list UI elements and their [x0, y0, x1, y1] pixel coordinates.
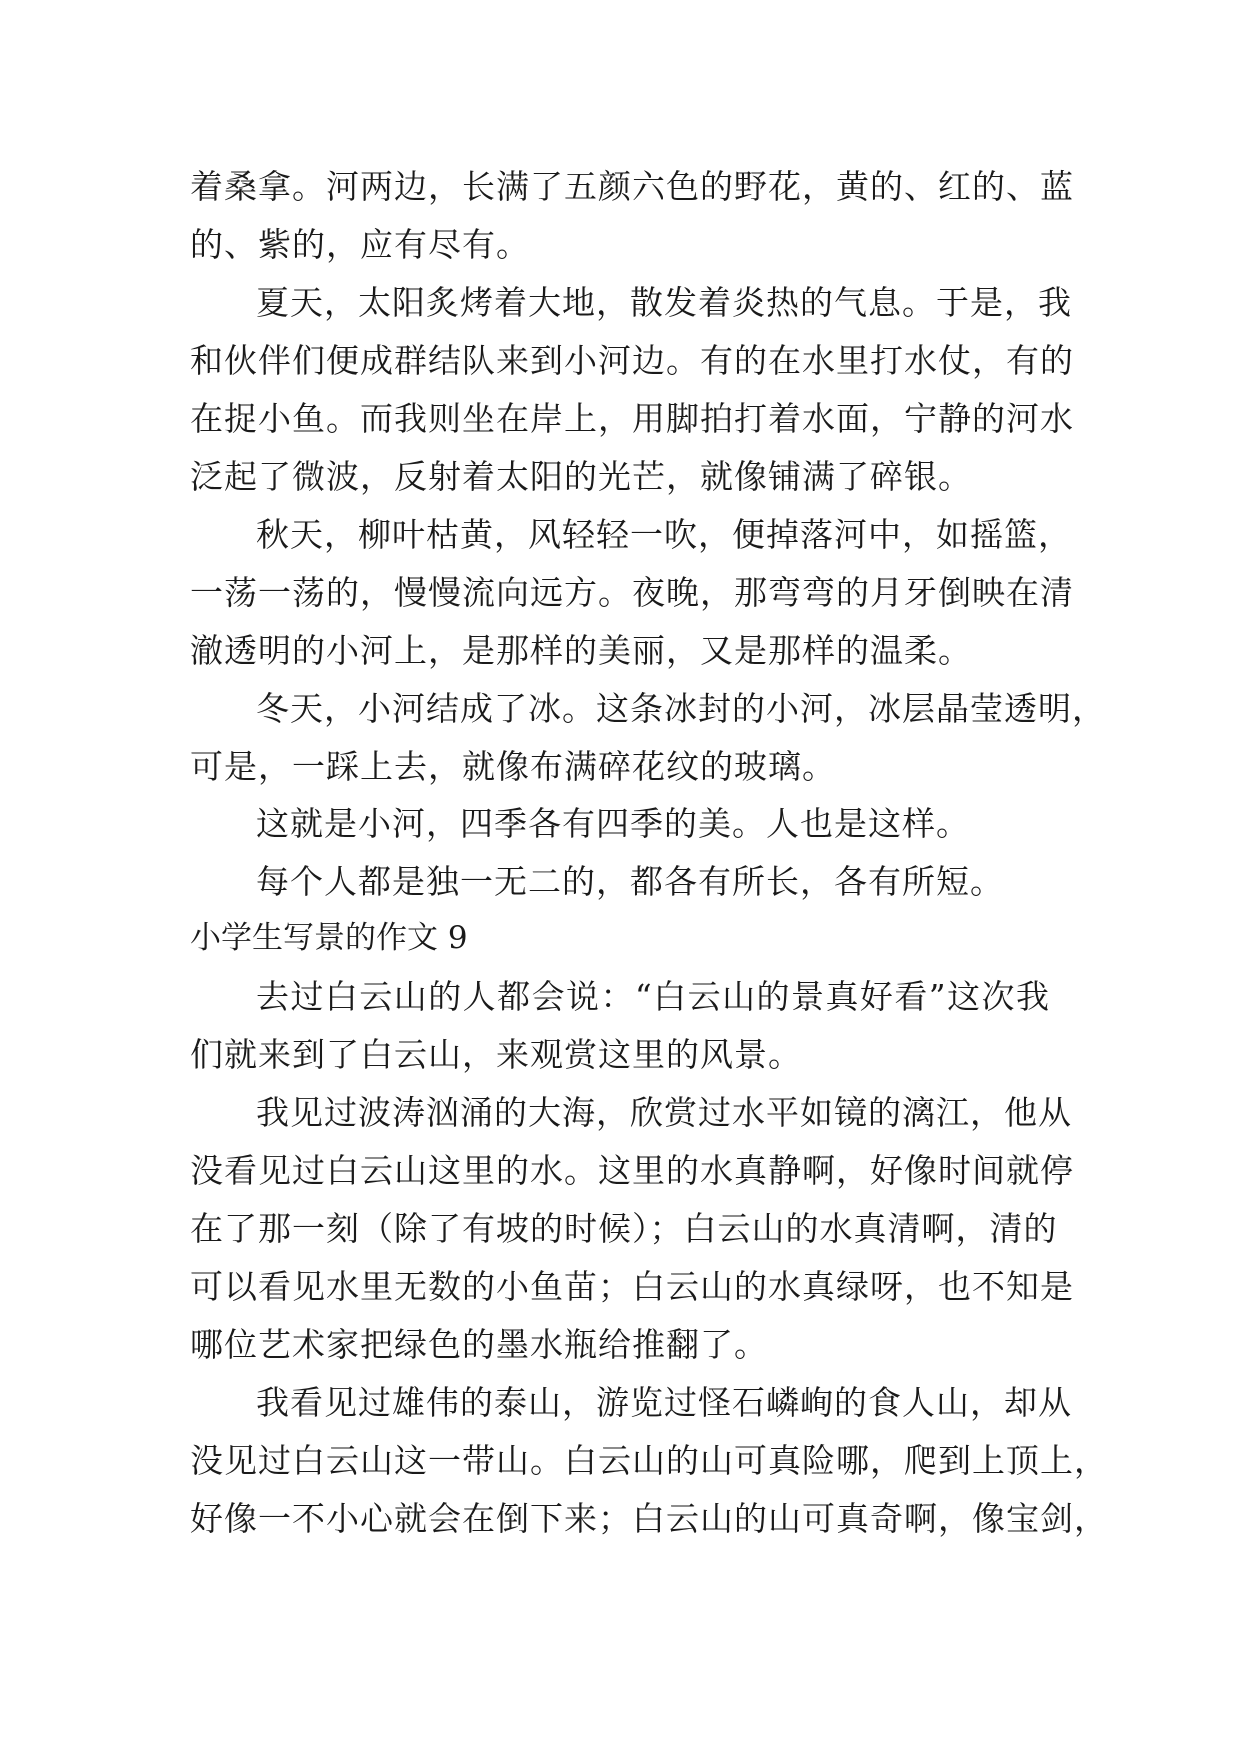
text-line: 澈透明的小河上，是那样的美丽，又是那样的温柔。: [190, 631, 972, 670]
essay-heading: 小学生写景的作文 9: [190, 920, 468, 956]
text-line: 可以看见水里无数的小鱼苗；白云山的水真绿呀，也不知是: [190, 1267, 1074, 1306]
text-line: 在捉小鱼。而我则坐在岸上，用脚拍打着水面，宁静的河水: [190, 399, 1074, 438]
paragraph-baiyun-mountain: 我看见过雄伟的泰山，游览过怪石嶙峋的食人山，却从: [256, 1383, 1072, 1422]
paragraph-baiyun-intro: 去过白云山的人都会说：“白云山的景真好看”这次我: [256, 977, 1050, 1016]
text-line: 哪位艺术家把绿色的墨水瓶给推翻了。: [190, 1325, 768, 1364]
paragraph-winter-start: 冬天，小河结成了冰。这条冰封的小河，冰层晶莹透明，: [256, 689, 1106, 728]
paragraph-autumn-start: 秋天，柳叶枯黄，风轻轻一吹，便掉落河中，如摇篮，: [256, 515, 1072, 554]
text-line: 泛起了微波，反射着太阳的光芒，就像铺满了碎银。: [190, 457, 972, 496]
text-line: 没见过白云山这一带山。白云山的山可真险哪，爬到上顶上，: [190, 1441, 1108, 1480]
paragraph-summer-start: 夏天，太阳炙烤着大地，散发着炎热的气息。于是，我: [256, 283, 1072, 322]
paragraph-seasons-summary: 这就是小河，四季各有四季的美。人也是这样。: [256, 804, 970, 843]
text-line: 在了那一刻（除了有坡的时候）；白云山的水真清啊，清的: [190, 1209, 1058, 1248]
text-line: 着桑拿。河两边，长满了五颜六色的野花，黄的、红的、蓝: [190, 167, 1074, 206]
paragraph-baiyun-water: 我见过波涛汹涌的大海，欣赏过水平如镜的漓江，他从: [256, 1093, 1072, 1132]
paragraph-everyone-unique: 每个人都是独一无二的，都各有所长，各有所短。: [256, 862, 1004, 901]
text-line: 没看见过白云山这里的水。这里的水真静啊，好像时间就停: [190, 1151, 1074, 1190]
text-line: 的、紫的，应有尽有。: [190, 225, 530, 264]
text-line: 好像一不小心就会在倒下来；白云山的山可真奇啊，像宝剑，: [190, 1499, 1108, 1538]
text-line: 和伙伴们便成群结队来到小河边。有的在水里打水仗，有的: [190, 341, 1074, 380]
text-line: 们就来到了白云山，来观赏这里的风景。: [190, 1035, 802, 1074]
text-line: 一荡一荡的，慢慢流向远方。夜晚，那弯弯的月牙倒映在清: [190, 573, 1074, 612]
text-line: 可是，一踩上去，就像布满碎花纹的玻璃。: [190, 747, 836, 786]
